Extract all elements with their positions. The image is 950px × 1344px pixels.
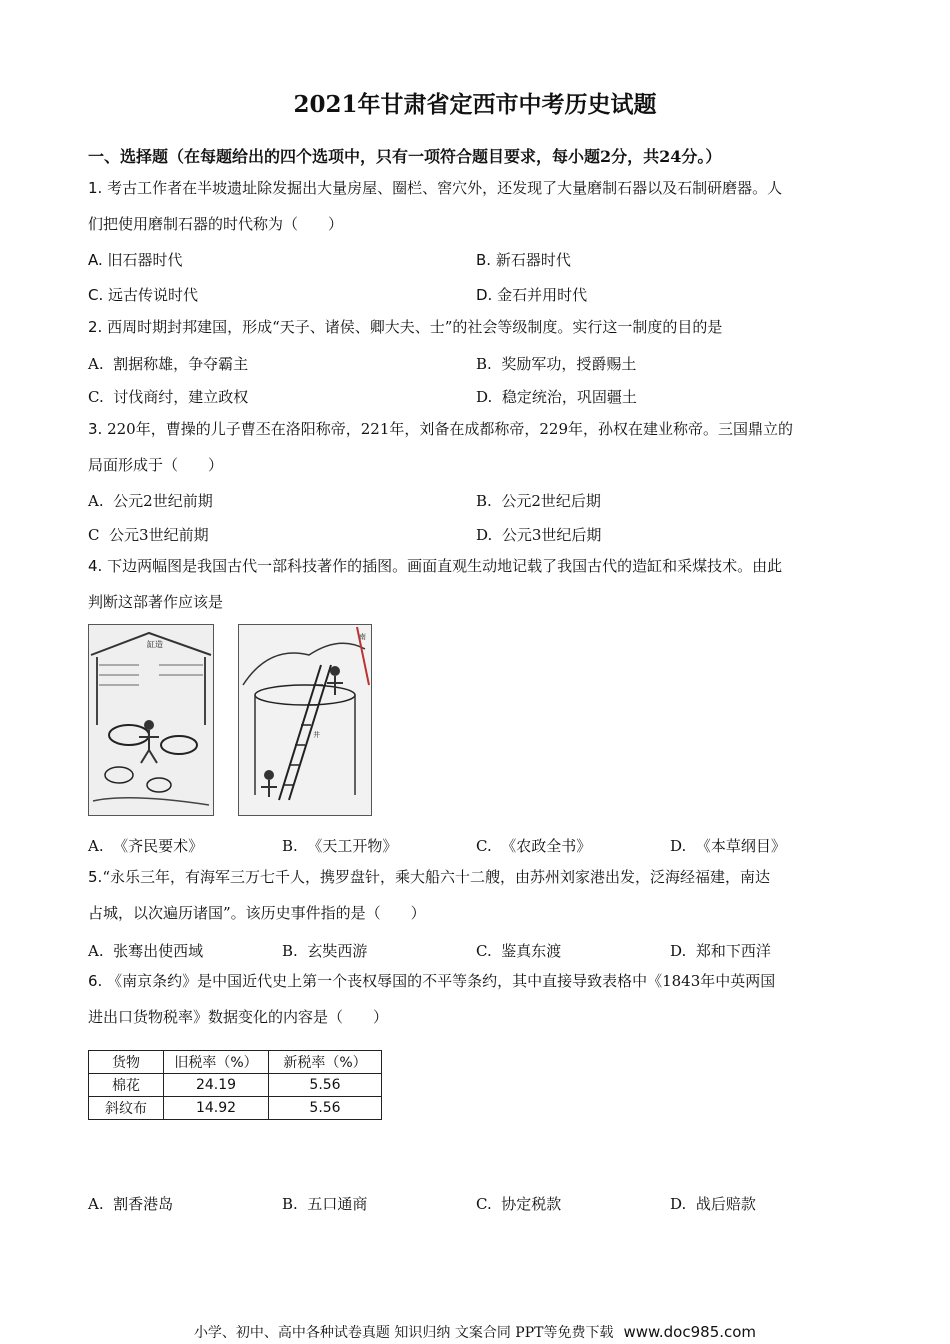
option-d[interactable]: D. 稳定统治，巩固疆土 xyxy=(476,388,637,406)
question-3 xyxy=(88,411,868,483)
table-cell: 5.56 xyxy=(269,1097,382,1120)
option-a[interactable]: A. 割香港岛 xyxy=(88,1195,174,1213)
question-number: 2. xyxy=(88,318,103,336)
table-cell: 棉花 xyxy=(89,1074,164,1097)
option-b[interactable]: B. 奖励军功，授爵赐土 xyxy=(476,355,637,373)
option-c[interactable]: C 公元3世纪前期 xyxy=(88,526,209,544)
option-d[interactable]: D. 郑和下西洋 xyxy=(670,942,771,960)
table-header-cell: 货物 xyxy=(89,1051,164,1074)
option-b[interactable]: B. 新石器时代 xyxy=(476,251,571,269)
option-b[interactable]: B. 玄奘西游 xyxy=(282,942,368,960)
option-c[interactable]: C. 鉴真东渡 xyxy=(476,942,562,960)
question-text: 220年，曹操的儿子曹丕在洛阳称帝，221年，刘备在成都称帝，229年，孙权在建业称帝。三国鼎立的 xyxy=(107,420,793,438)
table-cell: 24.19 xyxy=(164,1074,269,1097)
question-text: 们把使用磨制石器的时代称为（ ） xyxy=(88,215,344,233)
table-cell: 5.56 xyxy=(269,1074,382,1097)
option-b[interactable]: B. 公元2世纪后期 xyxy=(476,492,601,510)
option-a[interactable]: A. 张骞出使西域 xyxy=(88,942,204,960)
table-cell: 14.92 xyxy=(164,1097,269,1120)
option-a[interactable]: A. 公元2世纪前期 xyxy=(88,492,213,510)
footer-link[interactable]: www.doc985.com xyxy=(623,1323,757,1341)
option-d[interactable]: D. 《本草纲目》 xyxy=(670,837,786,855)
page-title: 2021年甘肃省定西市中考历史试题 xyxy=(293,91,657,118)
question-number: 1. xyxy=(88,179,103,197)
question-5 xyxy=(88,859,868,931)
option-a[interactable]: A. 旧石器时代 xyxy=(88,251,183,269)
question-1 xyxy=(88,170,868,242)
question-number: 5. xyxy=(88,868,103,886)
table-header-row xyxy=(89,1051,382,1074)
woodcut-vat-image xyxy=(89,625,213,815)
option-c[interactable]: C. 《农政全书》 xyxy=(476,837,592,855)
illustration-vat-making xyxy=(88,624,214,816)
question-text: 占城，以次遍历诸国”。该历史事件指的是（ ） xyxy=(88,904,426,922)
question-number: 6. xyxy=(88,972,103,990)
illustration-coal-mining xyxy=(238,624,372,816)
image-caption: 井 xyxy=(313,731,320,739)
option-d[interactable]: D. 战后赔款 xyxy=(670,1195,756,1213)
image-caption: 缸造 xyxy=(147,640,163,649)
tax-rate-table xyxy=(88,1050,382,1120)
question-text: 考古工作者在半坡遗址除发掘出大量房屋、圈栏、窖穴外，还发现了大量磨制石器以及石制研磨器。人 xyxy=(107,179,783,197)
option-b[interactable]: B. 五口通商 xyxy=(282,1195,368,1213)
table-header-cell: 旧税率（%） xyxy=(164,1051,269,1074)
question-2 xyxy=(88,309,868,345)
option-b[interactable]: B. 《天工开物》 xyxy=(282,837,398,855)
question-text: 进出口货物税率》数据变化的内容是（ ） xyxy=(88,1008,389,1026)
table-row xyxy=(89,1074,382,1097)
question-6 xyxy=(88,963,868,1035)
question-number: 4. xyxy=(88,557,103,575)
question-text: 下边两幅图是我国古代一部科技著作的插图。画面直观生动地记载了我国古代的造缸和采煤技术。由此 xyxy=(107,557,783,575)
section-header: 一、选择题（在每题给出的四个选项中，只有一项符合题目要求，每小题2分，共24分。） xyxy=(88,147,722,166)
question-text: 判断这部著作应该是 xyxy=(88,593,224,611)
option-d[interactable]: D. 金石并用时代 xyxy=(476,286,588,304)
option-d[interactable]: D. 公元3世纪后期 xyxy=(476,526,602,544)
option-c[interactable]: C. 讨伐商纣，建立政权 xyxy=(88,388,249,406)
option-c[interactable]: C. 协定税款 xyxy=(476,1195,562,1213)
footer-text: 小学、初中、高中各种试卷真题 知识归纳 文案合同 PPT等免费下载 xyxy=(193,1325,614,1341)
option-c[interactable]: C. 远古传说时代 xyxy=(88,286,199,304)
option-a[interactable]: A. 割据称雄，争夺霸主 xyxy=(88,355,249,373)
table-row xyxy=(89,1097,382,1120)
question-4 xyxy=(88,548,868,620)
question-number: 3. xyxy=(88,420,103,438)
question-text: 局面形成于（ ） xyxy=(88,456,224,474)
question-text: 《南京条约》是中国近代史上第一个丧权辱国的不平等条约，其中直接导致表格中《1843年中英两国 xyxy=(107,972,776,990)
table-cell: 斜纹布 xyxy=(89,1097,164,1120)
question-text: “永乐三年，有海军三万七千人，携罗盘针，乘大船六十二艘，由苏州刘家港出发，泛海经福建，南达 xyxy=(102,868,770,886)
footer xyxy=(0,1322,950,1342)
table-header-cell: 新税率（%） xyxy=(269,1051,382,1074)
question-text: 西周时期封邦建国，形成“天子、诸侯、卿大夫、士”的社会等级制度。实行这一制度的目的是 xyxy=(107,318,723,336)
option-a[interactable]: A. 《齐民要术》 xyxy=(88,837,204,855)
woodcut-mining-image xyxy=(239,625,371,815)
image-caption: 南 xyxy=(359,633,366,641)
